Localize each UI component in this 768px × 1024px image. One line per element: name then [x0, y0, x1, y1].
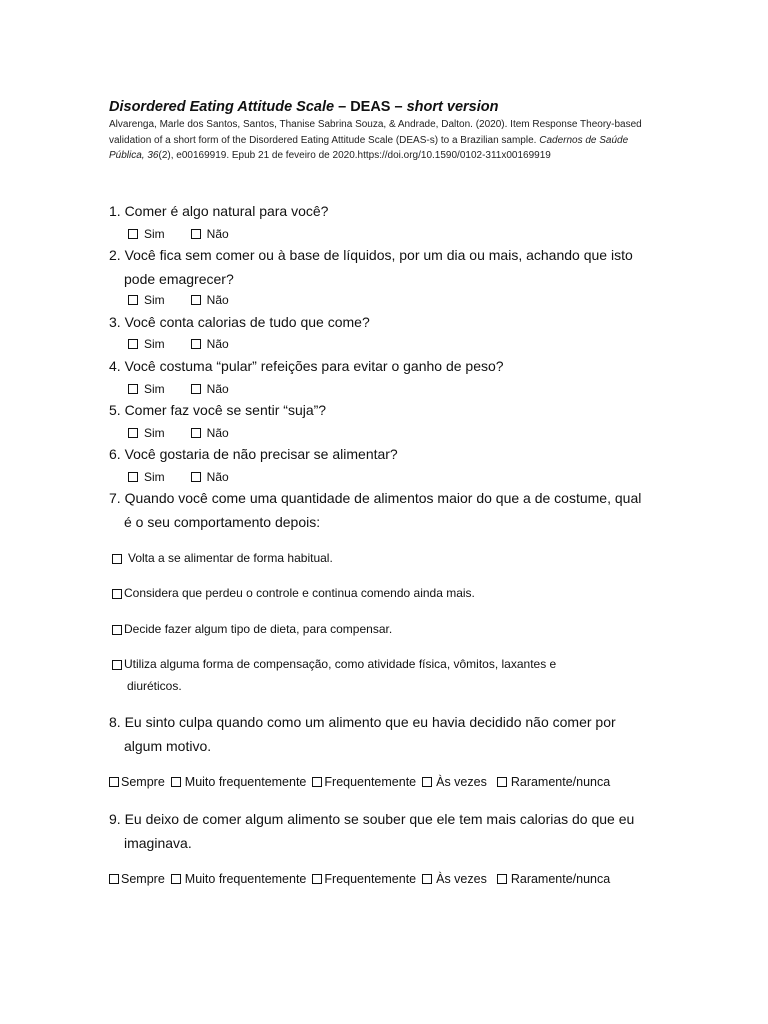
q6-yes-option[interactable]: [128, 470, 165, 484]
checkbox[interactable]: [191, 472, 201, 482]
citation-journal: Cadernos de Saúde Pública, 36: [109, 134, 629, 161]
q8-option-sempre[interactable]: [109, 775, 165, 789]
q3-no-option[interactable]: [191, 337, 229, 351]
q8-option-muito-frequentemente[interactable]: [171, 775, 307, 789]
q1-options: [128, 226, 255, 242]
option-label: Não: [206, 293, 229, 307]
checkbox[interactable]: [128, 428, 138, 438]
option-label: Sim: [144, 337, 165, 351]
option-label: Sim: [144, 227, 165, 241]
question-9: [109, 807, 669, 855]
question-3: [109, 310, 669, 334]
question-text-cont: pode emagrecer?: [124, 271, 234, 287]
q4-no-option[interactable]: [191, 382, 229, 396]
q2-options: [128, 292, 255, 308]
q7-option-4[interactable]: [112, 653, 632, 697]
checkbox[interactable]: [128, 339, 138, 349]
checkbox[interactable]: [109, 777, 119, 787]
q9-option-muito-frequentemente[interactable]: [171, 872, 307, 886]
option-label: Raramente/nunca: [510, 872, 611, 886]
checkbox[interactable]: [497, 874, 507, 884]
option-label: Utiliza alguma forma de compensação, como atividade física, vômitos, laxantes e: [124, 657, 557, 671]
q7-option-2[interactable]: [112, 582, 632, 604]
option-label: Muito frequentemente: [184, 872, 307, 886]
q4-options: [128, 381, 255, 397]
option-label: Volta a se alimentar de forma habitual.: [128, 551, 333, 565]
option-label: Sim: [144, 470, 165, 484]
title-version: short version: [406, 99, 499, 115]
q9-option-sempre[interactable]: [109, 872, 165, 886]
option-label: Não: [206, 426, 229, 440]
option-label: Sempre: [121, 775, 165, 789]
option-label: Decide fazer algum tipo de dieta, para compensar.: [124, 622, 393, 636]
option-label: Considera que perdeu o controle e continua comendo ainda mais.: [124, 586, 475, 600]
q8-scale: [109, 775, 616, 789]
checkbox[interactable]: [128, 229, 138, 239]
checkbox[interactable]: [128, 472, 138, 482]
q5-yes-option[interactable]: [128, 426, 165, 440]
option-label: Não: [206, 382, 229, 396]
question-2: [109, 243, 669, 291]
question-text: 9. Eu deixo de comer algum alimento se souber que ele tem mais calorias do que eu: [109, 811, 635, 827]
question-6: [109, 442, 669, 466]
title-acronym: DEAS –: [350, 99, 407, 115]
option-label: Frequentemente: [324, 872, 417, 886]
question-text: 8. Eu sinto culpa quando como um alimento que eu havia decidido não comer por: [109, 714, 616, 730]
q1-yes-option[interactable]: [128, 227, 165, 241]
title-dash: –: [334, 99, 351, 115]
q8-option-frequentemente[interactable]: [312, 775, 416, 789]
question-5: [109, 398, 669, 422]
q6-no-option[interactable]: [191, 470, 229, 484]
q9-option-frequentemente[interactable]: [312, 872, 416, 886]
question-text: 4. Você costuma “pular” refeições para evitar o ganho de peso?: [109, 358, 504, 374]
option-label: Sim: [144, 382, 165, 396]
question-text: 7. Quando você come uma quantidade de alimentos maior do que a de costume, qual: [109, 490, 642, 506]
checkbox[interactable]: [112, 554, 122, 564]
q8-option-raramente[interactable]: [497, 775, 610, 789]
q3-yes-option[interactable]: [128, 337, 165, 351]
question-1: [109, 199, 669, 223]
checkbox[interactable]: [422, 777, 432, 787]
q9-option-raramente[interactable]: [497, 872, 610, 886]
option-label: Às vezes: [436, 872, 487, 886]
document-title: [109, 99, 498, 115]
q2-no-option[interactable]: [191, 293, 229, 307]
option-label: Frequentemente: [324, 775, 417, 789]
option-label: Às vezes: [436, 775, 487, 789]
citation-details: (2), e00169919. Epub 21 de feveiro de 2020.https://doi.org/10.1590/0102-311x00169919: [158, 150, 551, 161]
question-text: 3. Você conta calorias de tudo que come?: [109, 314, 370, 330]
option-label: Não: [206, 470, 229, 484]
citation: [109, 117, 665, 164]
q7-option-3[interactable]: [112, 618, 632, 640]
q8-option-as-vezes[interactable]: [422, 775, 487, 789]
title-scale-name: Disordered Eating Attitude Scale: [109, 99, 335, 115]
checkbox[interactable]: [112, 660, 122, 670]
checkbox[interactable]: [191, 229, 201, 239]
option-label-cont: diuréticos.: [127, 679, 182, 693]
question-text-cont: é o seu comportamento depois:: [124, 514, 321, 530]
option-label: Sim: [144, 426, 165, 440]
question-8: [109, 710, 669, 758]
q5-options: [128, 425, 255, 441]
checkbox[interactable]: [112, 589, 122, 599]
checkbox[interactable]: [171, 777, 181, 787]
checkbox[interactable]: [312, 777, 322, 787]
option-label: Não: [206, 337, 229, 351]
q9-scale: [109, 872, 616, 886]
option-label: Não: [206, 227, 229, 241]
question-text: 1. Comer é algo natural para você?: [109, 203, 329, 219]
question-text: 6. Você gostaria de não precisar se alimentar?: [109, 446, 398, 462]
option-label: Muito frequentemente: [184, 775, 307, 789]
q5-no-option[interactable]: [191, 426, 229, 440]
q9-option-as-vezes[interactable]: [422, 872, 487, 886]
question-text: 2. Você fica sem comer ou à base de líquidos, por um dia ou mais, achando que isto: [109, 247, 633, 263]
checkbox[interactable]: [497, 777, 507, 787]
q2-yes-option[interactable]: [128, 293, 165, 307]
q1-no-option[interactable]: [191, 227, 229, 241]
q3-options: [128, 336, 255, 352]
checkbox[interactable]: [191, 339, 201, 349]
checkbox[interactable]: [128, 384, 138, 394]
checkbox[interactable]: [171, 874, 181, 884]
checkbox[interactable]: [128, 295, 138, 305]
citation-authors: Alvarenga, Marle dos Santos, Santos, Thanise Sabrina Souza, & Andrade, Dalton. (2020). Item Response Theory-based validation of a short form of the Disordered Eating Attitude Scale (DEAS-s) to a Brazilian sample.: [109, 119, 642, 146]
q6-options: [128, 469, 255, 485]
question-text-cont: algum motivo.: [124, 738, 212, 754]
question-4: [109, 354, 669, 378]
question-text: 5. Comer faz você se sentir “suja”?: [109, 402, 327, 418]
question-text-cont: imaginava.: [124, 835, 192, 851]
checkbox[interactable]: [422, 874, 432, 884]
checkbox[interactable]: [112, 625, 122, 635]
checkbox[interactable]: [109, 874, 119, 884]
option-label: Raramente/nunca: [510, 775, 611, 789]
checkbox[interactable]: [191, 295, 201, 305]
question-7: [109, 486, 669, 534]
q7-option-1[interactable]: [112, 547, 632, 569]
checkbox[interactable]: [191, 428, 201, 438]
checkbox[interactable]: [191, 384, 201, 394]
checkbox[interactable]: [312, 874, 322, 884]
q4-yes-option[interactable]: [128, 382, 165, 396]
option-label: Sempre: [121, 872, 165, 886]
option-label: Sim: [144, 293, 165, 307]
